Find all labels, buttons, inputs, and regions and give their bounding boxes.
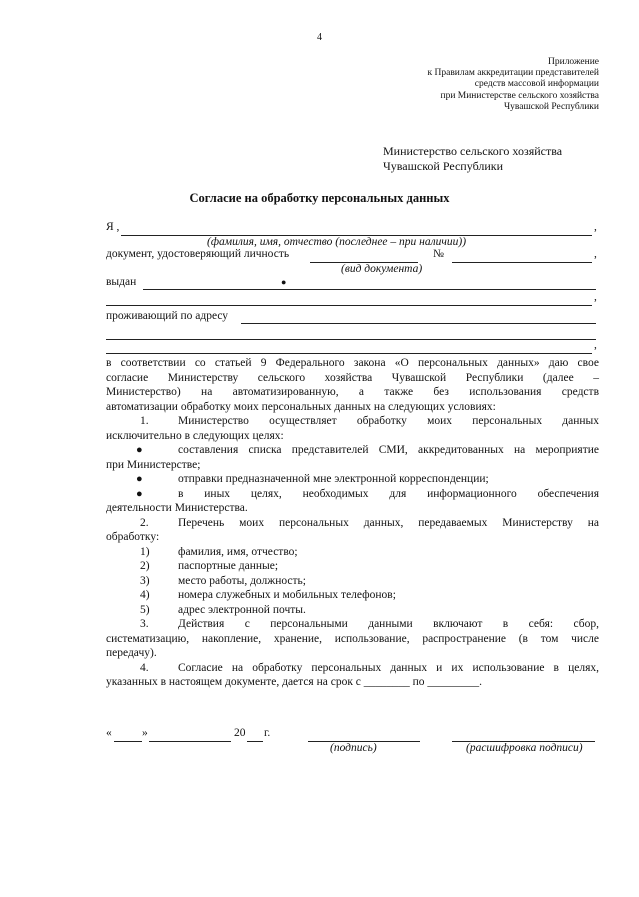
appendix-line: Чувашской Республики (503, 101, 599, 112)
data-list-item: 4) номера служебных и мобильных телефонов; (140, 589, 396, 601)
bullet-icon: ● (136, 444, 143, 456)
intro-line: Министерство) на автоматизированную, а также без использования средств (106, 386, 599, 398)
comma: , (594, 291, 597, 303)
purpose-item: ● отправки предназначенной мне электронной корреспонденции; (136, 473, 489, 485)
intro-line: в соответствии со статьей 9 Федерального закона «О персональных данных» даю свое (106, 357, 599, 369)
appendix-line: к Правилам аккредитации представителей (427, 68, 599, 79)
clause-4: 4. Согласие на обработку персональных данных и их использование в целях, (140, 661, 599, 674)
clause-number: 2. (140, 516, 149, 529)
data-list-item: 2) паспортные данные; (140, 560, 279, 572)
issued-by-field[interactable] (143, 289, 596, 290)
purpose-item: ● в иных целях, необходимых для информационного обеспечения деятельности Министерства. (106, 487, 599, 514)
purpose-item: ● составления списка представителей СМИ, аккредитованных на мероприятие при Министерстве; (106, 444, 599, 471)
issued-label: выдан (106, 276, 137, 288)
name-caption: (фамилия, имя, отчество (последнее – при наличии)) (207, 236, 467, 248)
recipient-line: Министерство сельского хозяйства (383, 144, 563, 158)
comma: , (594, 248, 597, 260)
year-suffix: г. (264, 727, 271, 739)
comma: , (594, 221, 597, 233)
document-title: Согласие на обработку персональных данных (189, 191, 450, 205)
bullet-dot-icon: ● (281, 277, 287, 287)
id-document-label: документ, удостоверяющий личность (106, 248, 290, 260)
page-number: 4 (317, 32, 322, 43)
intro-line: согласие Министерству сельского хозяйства Чувашской Республики (далее – (106, 371, 599, 384)
decoding-caption: (расшифровка подписи) (466, 742, 583, 754)
recipient-block (383, 144, 562, 174)
clause-2: 2. Перечень моих персональных данных, передаваемых Министерству на (140, 516, 599, 529)
recipient-line: Чувашской Республики (383, 159, 504, 173)
year-prefix: 20 (234, 727, 246, 739)
address-field-line3[interactable] (106, 353, 592, 354)
appendix-line: Приложение (548, 57, 599, 67)
data-list-item: 5) адрес электронной почты. (140, 603, 306, 616)
comma: , (594, 339, 597, 351)
address-field[interactable] (241, 323, 596, 324)
appendix-line: при Министерстве сельского хозяйства (440, 90, 599, 101)
bullet-icon: ● (136, 473, 143, 485)
address-field-line2[interactable] (106, 339, 596, 340)
id-document-number-field[interactable] (452, 262, 592, 263)
clause-number: 3. (140, 618, 149, 630)
clause-number: 4. (140, 661, 149, 674)
date-month-field[interactable] (149, 741, 231, 742)
signature-caption: (подпись) (330, 742, 377, 754)
appendix-line: средств массовой информации (474, 79, 599, 90)
appendix-header (428, 57, 600, 113)
document-type-caption: (вид документа) (341, 263, 423, 275)
date-open-quote: « (106, 727, 112, 739)
clause-2-cont: обработку: (106, 531, 160, 543)
number-sign: № (433, 248, 444, 260)
clause-1-cont: исключительно в следующих целях: (106, 429, 284, 442)
data-list-item: 3) место работы, должность; (140, 574, 306, 587)
clause-number: 1. (140, 415, 149, 427)
clause-4-cont: указанных в настоящем документе, дается на срок с ________ по _________. (106, 676, 483, 688)
date-day-field[interactable] (114, 741, 142, 742)
clause-1: 1. Министерство осуществляет обработку моих персональных данных (140, 415, 599, 427)
issued-by-field-line2[interactable] (106, 305, 592, 306)
clause-3: 3. Действия с персональными данными включают в себя: сбор, (140, 618, 599, 630)
intro-line: автоматизации обработку моих персональных данных на следующих условиях: (106, 400, 496, 413)
i-label: Я , (106, 221, 120, 233)
address-label: проживающий по адресу (106, 310, 229, 322)
consent-body (106, 356, 599, 690)
bullet-icon: ● (136, 487, 143, 500)
clause-3-cont: передачу). (106, 647, 157, 659)
date-year-field[interactable] (247, 741, 263, 742)
date-close-quote: » (142, 727, 148, 739)
data-list-item: 1) фамилия, имя, отчество; (140, 545, 298, 558)
clause-3-cont: систематизацию, накопление, хранение, использование, распространение (в том числе (106, 632, 599, 645)
